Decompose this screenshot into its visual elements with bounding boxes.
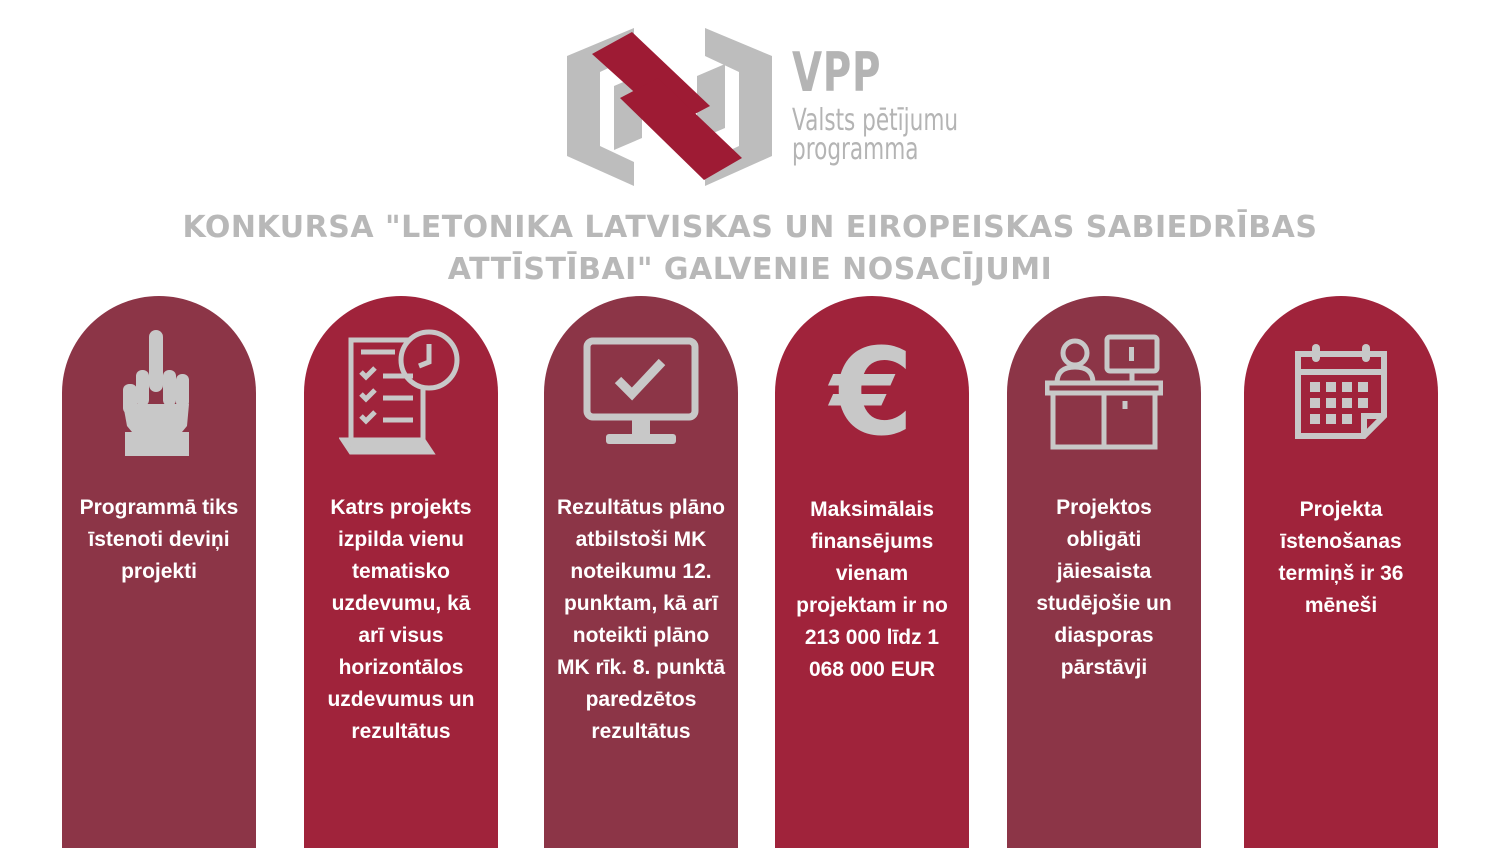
page-title: KONKURSA "LETONIKA LATVISKAS UN EIROPEISKAS SABIEDRĪBAS ATTĪSTĪBAI" GALVENIE NOSACĪJUMI — [182, 210, 1318, 287]
condition-card-projects — [62, 296, 256, 848]
card-text: Rezultātus plāno atbilstoši MK noteikumu 12. punktam, kā arī noteikti plāno MK rīk. 8. punktā paredzētos rezultātus — [556, 496, 726, 743]
condition-card-duration — [1244, 296, 1438, 848]
condition-card-results — [544, 296, 738, 848]
card-text: Programmā tiks īstenoti deviņi projekti — [79, 496, 239, 583]
condition-card-funding — [775, 296, 969, 848]
euro-icon — [775, 324, 969, 460]
pointing-hand-icon — [62, 324, 256, 460]
vpp-logo — [562, 26, 962, 188]
logo-name-line2: programma — [792, 132, 919, 167]
card-text: Projekta īstenošanas termiņš ir 36 mēneši — [1278, 498, 1404, 617]
card-text: Projektos obligāti jāiesaista studējošie un diasporas pārstāvji — [1036, 496, 1172, 679]
card-text: Katrs projekts izpilda vienu tematisko uzdevumu, kā arī visus horizontālos uzdevumus un rezultātus — [327, 496, 475, 743]
calendar-icon — [1244, 324, 1438, 460]
logo-name-line1: Valsts pētījumu — [792, 103, 959, 138]
svg-text:€: € — [830, 334, 914, 450]
checklist-clock-icon — [304, 324, 498, 460]
condition-card-participants — [1007, 296, 1201, 848]
condition-card-tasks — [304, 296, 498, 848]
vpp-logo-mark-icon — [562, 26, 777, 188]
person-at-desk-icon — [1007, 324, 1201, 460]
monitor-check-icon — [544, 324, 738, 460]
logo-acronym: VPP — [792, 41, 882, 104]
card-text: Maksimālais finansējums vienam projektam ir no 213 000 līdz 1 068 000 EUR — [796, 498, 948, 681]
